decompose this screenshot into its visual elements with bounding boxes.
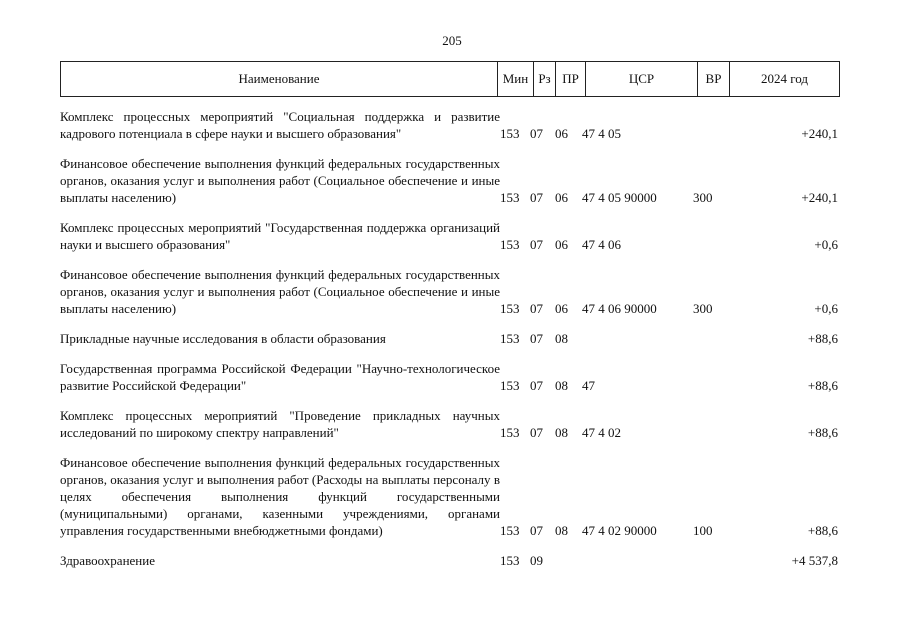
row-pr: 06	[555, 126, 568, 141]
row-amount: +88,6	[807, 378, 838, 393]
table-row	[60, 552, 840, 569]
row-pr: 06	[555, 237, 568, 252]
row-vr: 300	[693, 190, 713, 205]
row-min: 153	[500, 378, 520, 393]
header-rz: Рз	[533, 61, 555, 97]
row-pr: 08	[555, 378, 568, 393]
row-rz: 07	[530, 301, 543, 316]
table-header	[60, 61, 840, 97]
row-rz: 07	[530, 190, 543, 205]
row-min: 153	[500, 301, 520, 316]
row-csr: 47 4 05 90000	[582, 190, 657, 205]
table-row	[60, 454, 840, 539]
row-amount: +0,6	[814, 301, 838, 316]
row-pr: 06	[555, 301, 568, 316]
header-year: 2024 год	[729, 61, 840, 97]
row-amount: +88,6	[807, 425, 838, 440]
row-min: 153	[500, 331, 520, 346]
row-name: Государственная программа Российской Федерации "Научно-технологическое развитие Российской Федерации"	[60, 361, 500, 393]
row-name: Финансовое обеспечение выполнения функций федеральных государственных органов, оказания услуг и выполнения работ (Социальное обеспечение и иные выплаты населению)	[60, 156, 500, 205]
row-pr: 08	[555, 523, 568, 538]
table-row	[60, 407, 840, 441]
page-number: 205	[442, 33, 462, 48]
row-name: Комплекс процессных мероприятий "Социальная поддержка и развитие кадрового потенциала в сфере науки и высшего образования"	[60, 109, 500, 141]
row-min: 153	[500, 126, 520, 141]
row-amount: +240,1	[801, 190, 838, 205]
row-name: Комплекс процессных мероприятий "Проведение прикладных научных исследований по широкому спектру направлений"	[60, 408, 500, 440]
row-rz: 07	[530, 425, 543, 440]
row-csr: 47 4 02 90000	[582, 523, 657, 538]
row-name: Прикладные научные исследования в области образования	[60, 331, 386, 346]
row-pr: 08	[555, 331, 568, 346]
row-pr: 06	[555, 190, 568, 205]
row-vr: 100	[693, 523, 713, 538]
row-name: Финансовое обеспечение выполнения функций федеральных государственных органов, оказания услуг и выполнения работ (Социальное обеспечение и иные выплаты населению)	[60, 267, 500, 316]
header-vr: ВР	[697, 61, 729, 97]
row-min: 153	[500, 425, 520, 440]
row-rz: 07	[530, 378, 543, 393]
table-row	[60, 330, 840, 347]
table-row	[60, 155, 840, 206]
header-name: Наименование	[60, 61, 497, 97]
row-min: 153	[500, 553, 520, 568]
row-amount: +4 537,8	[791, 553, 838, 568]
table-row	[60, 360, 840, 394]
row-min: 153	[500, 237, 520, 252]
row-amount: +0,6	[814, 237, 838, 252]
row-name: Комплекс процессных мероприятий "Государственная поддержка организаций науки и высшего образования"	[60, 220, 500, 252]
row-csr: 47 4 02	[582, 425, 621, 440]
row-min: 153	[500, 523, 520, 538]
row-name: Финансовое обеспечение выполнения функций федеральных государственных органов, оказания услуг и выполнения работ (Расходы на выплаты персоналу в целях обеспечения выполнения функций государственными (муниципальными) органами, казенными учреждениями, органами управления государственными внебюджетными фондами)	[60, 455, 500, 538]
header-csr: ЦСР	[585, 61, 697, 97]
table-row	[60, 108, 840, 142]
row-rz: 07	[530, 126, 543, 141]
header-pr: ПР	[555, 61, 585, 97]
row-amount: +88,6	[807, 331, 838, 346]
row-pr: 08	[555, 425, 568, 440]
row-rz: 09	[530, 553, 543, 568]
row-csr: 47 4 06 90000	[582, 301, 657, 316]
row-csr: 47 4 06	[582, 237, 621, 252]
header-min: Мин	[497, 61, 533, 97]
row-amount: +88,6	[807, 523, 838, 538]
row-rz: 07	[530, 523, 543, 538]
row-name: Здравоохранение	[60, 553, 155, 568]
row-amount: +240,1	[801, 126, 838, 141]
row-csr: 47 4 05	[582, 126, 621, 141]
row-csr: 47	[582, 378, 595, 393]
row-rz: 07	[530, 237, 543, 252]
row-vr: 300	[693, 301, 713, 316]
table-row	[60, 219, 840, 253]
table-body	[60, 108, 840, 582]
row-rz: 07	[530, 331, 543, 346]
table-row	[60, 266, 840, 317]
row-min: 153	[500, 190, 520, 205]
